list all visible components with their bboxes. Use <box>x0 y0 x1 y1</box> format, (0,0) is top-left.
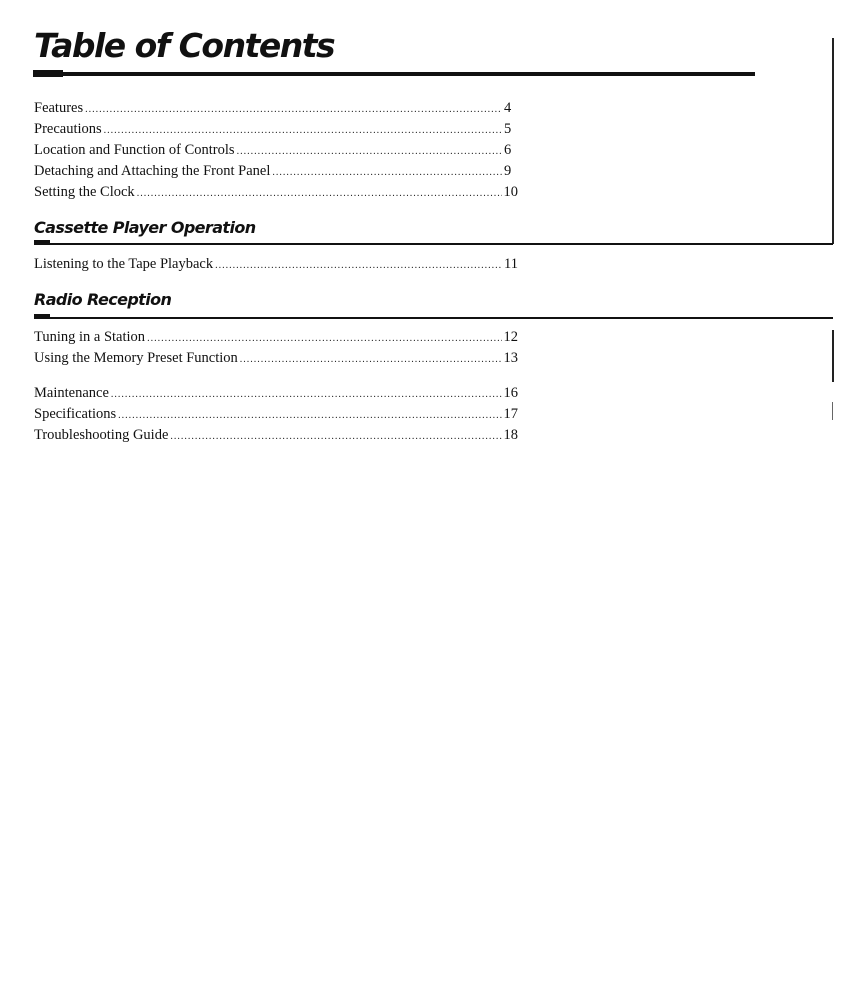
toc-entry-page: 18 <box>503 427 518 443</box>
toc-leader-dots <box>137 183 502 204</box>
section-rule-accent <box>34 240 50 243</box>
toc-group-cassette <box>34 254 518 275</box>
toc-group-radio <box>34 327 518 369</box>
toc-entry-page: 11 <box>504 256 518 272</box>
toc-entry-label: Maintenance <box>34 385 109 401</box>
toc-leader-dots <box>170 426 501 447</box>
toc-group-intro <box>34 98 518 203</box>
toc-leader-dots <box>240 349 502 370</box>
toc-leader-dots <box>272 162 502 183</box>
toc-entry-page: 9 <box>504 163 512 179</box>
toc-entry[interactable] <box>34 425 518 446</box>
toc-entry[interactable] <box>34 161 518 182</box>
section-heading-radio: Radio Reception <box>34 290 172 309</box>
toc-entry-page: 5 <box>504 121 512 137</box>
toc-entry[interactable] <box>34 182 518 203</box>
toc-group-misc <box>34 383 518 446</box>
title-underline <box>33 72 755 76</box>
toc-entry-label: Specifications <box>34 406 117 422</box>
toc-entry-label: Location and Function of Controls <box>34 142 235 158</box>
toc-leader-dots <box>237 141 502 162</box>
margin-line <box>832 402 833 420</box>
toc-entry-label: Listening to the Tape Playback <box>34 256 214 272</box>
toc-leader-dots <box>118 405 501 426</box>
toc-entry-page: 4 <box>504 100 512 116</box>
toc-entry[interactable] <box>34 404 518 425</box>
toc-leader-dots <box>104 120 502 141</box>
toc-entry-page: 16 <box>503 385 518 401</box>
toc-entry[interactable] <box>34 140 518 161</box>
toc-entry-label: Detaching and Attaching the Front Panel <box>34 163 271 179</box>
section-rule <box>34 317 833 319</box>
toc-entry[interactable] <box>34 327 518 348</box>
title-underline-accent <box>33 70 63 77</box>
section-heading-cassette: Cassette Player Operation <box>34 218 256 237</box>
section-rule <box>34 243 833 245</box>
toc-entry-label: Tuning in a Station <box>34 329 146 345</box>
toc-entry-page: 10 <box>503 184 518 200</box>
toc-entry[interactable] <box>34 98 518 119</box>
toc-entry-label: Setting the Clock <box>34 184 135 200</box>
toc-entry-label: Features <box>34 100 84 116</box>
toc-entry-page: 12 <box>503 329 518 345</box>
toc-entry[interactable] <box>34 254 518 275</box>
toc-leader-dots <box>85 99 502 120</box>
toc-leader-dots <box>147 328 501 349</box>
toc-leader-dots <box>111 384 502 405</box>
section-rule-accent <box>34 314 50 317</box>
toc-entry[interactable] <box>34 119 518 140</box>
toc-leader-dots <box>215 255 502 276</box>
margin-line <box>832 330 834 382</box>
toc-entry[interactable] <box>34 383 518 404</box>
toc-entry[interactable] <box>34 348 518 369</box>
toc-entry-label: Precautions <box>34 121 102 137</box>
page-title: Table of Contents <box>34 26 335 65</box>
margin-line <box>832 38 834 244</box>
toc-entry-label: Using the Memory Preset Function <box>34 350 238 366</box>
toc-entry-page: 6 <box>504 142 512 158</box>
toc-entry-label: Troubleshooting Guide <box>34 427 169 443</box>
toc-entry-page: 13 <box>503 350 518 366</box>
toc-entry-page: 17 <box>503 406 518 422</box>
